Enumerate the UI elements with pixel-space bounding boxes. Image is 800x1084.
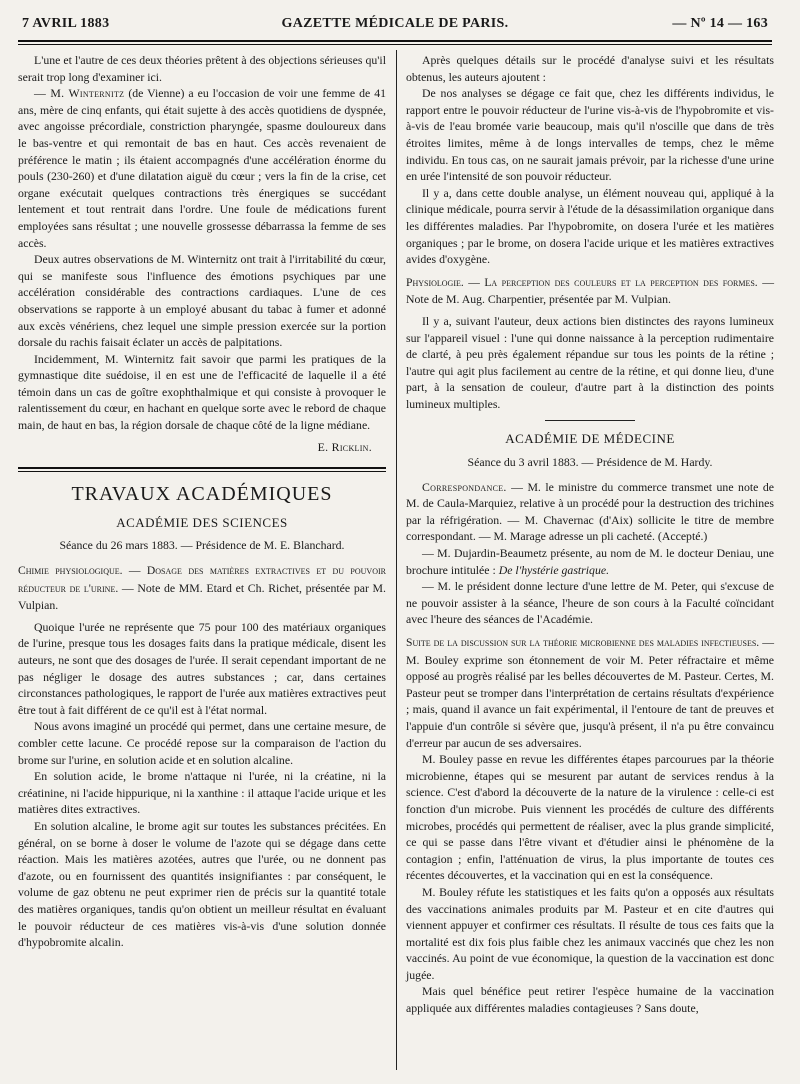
paragraph-text: — M. le ministre du commerce transmet une note de M. de Caula-Marquiez, relative à un procédé pour la destruction des trichines par la réfrigération. — M. Chavernac (d'Aix) sollicite le titre de membre correspondant. — M. Marage adresse un pli cacheté. (Accepté.): [406, 479, 774, 544]
section-title: TRAVAUX ACADÉMIQUES: [71, 483, 333, 506]
rubric-text: — M. Bouley exprime son étonnement de voir M. Peter réfractaire et même opposé au progrès réalisé par les belles découvertes de M. Pasteur. Certes, M. Pasteur peut se tromper dans l'interprétation de certains résultats d'expérience ; mais, quand il avance un fait expérimental, il l'entoure de tant de preuves et l'appuie d'un contrôle si sévère que, jusqu'à présent, il n'a pu être convaincu d'erreur par aucun de ses adversaires.: [406, 635, 774, 750]
paragraph: — M. le président donne lecture d'une lettre de M. Peter, qui s'excuse de ne pouvoir assister à la séance, l'heure de son cours à la Faculté coïncidant avec l'heure des séances de l'Académie.: [406, 579, 774, 627]
rubric-heading: Correspondance.: [422, 479, 507, 494]
issue-page-number: — Nº 14 — 163: [672, 16, 768, 31]
seance-line: Séance du 3 avril 1883. — Présidence de M. Hardy.: [467, 455, 713, 470]
rubric: [406, 274, 774, 308]
column-divider: [396, 50, 397, 1070]
paragraph-text: — M. Dujardin-Beaumetz présente, au nom de M. le docteur Deniau, une brochure intitulée :: [406, 546, 774, 577]
right-column: [406, 52, 774, 1017]
header-rule: [18, 40, 772, 42]
paragraph: Incidemment, M. Winternitz fait savoir que parmi les pratiques de la gymnastique dite suédoise, il en est une de l'efficacité de laquelle il a été témoin dans un cas de goître exophthalmique et qui consiste à provoquer le ralentissement du cœur, en hachant en quelque sorte avec le rebord de chaque main, de haut en bas, la région dorsale de chaque côté de la ligne médiane.: [18, 351, 386, 433]
signature: E. Ricklin.: [317, 439, 372, 454]
author-name: — M. Winternitz: [34, 86, 125, 101]
journal-title: GAZETTE MÉDICALE DE PARIS.: [281, 16, 509, 31]
brochure-title: De l'hystérie gastrique.: [498, 562, 610, 577]
issue-date: 7 AVRIL 1883: [22, 16, 110, 31]
paragraph: M. Bouley passe en revue les différentes étapes parcourues par la théorie microbienne, étapes qui se mesurent par autant de services rendus à la science. C'est d'abord la découverte de la nature de la virulence : celle-ci est fonction d'un microbe. Puis viennent les procédés de culture des différents microbes, procédés qui permettent de réaliser, avec la plus grande simplicité, ce qui se passe dans l'être vivant et d'étudier ainsi le phénomène de la contagion ; enfin, l'atténuation de virus, la plus importante de toutes ces récentes découvertes, et la vaccination qui en est la conséquence.: [406, 752, 774, 883]
paragraph: En solution alcaline, le brome agit sur toutes les substances précitées. En général, on se borne à doser le volume de l'azote qui se dégage dans cette réaction. Mais les matières azotées, autres que l'urée, ou ne donnent pas d'azote, ou en fournissent des quantités insignifiantes : par conséquent, le volume de gaz obtenu ne peut exprimer rien de précis sur la quantité totale des matières organiques, tandis qu'on obtient un meilleur résultat en évaluant le pouvoir réducteur de ces matières vis-à-vis d'une solution donnée d'hypobromite alcalin.: [18, 818, 386, 950]
paragraph: Deux autres observations de M. Winternitz ont trait à l'irritabilité du cœur, qui se manifeste sous l'influence des émotions psychiques par une accélération considérable des contractions cardiaques. L'une de ces observations se rapporte à un employé abusant du tabac à fumer et adonné aux excès vénériens, chez lequel une simple pression exercée sur la portion dorsale du rachis faisait éclater un accès de palpitations.: [18, 252, 386, 350]
paragraph: Quoique l'urée ne représente que 75 pour 100 des matériaux organiques de l'urine, presque tous les dosages faits dans la pratique médicale, disent les auteurs, ne sont que des dosages de l'urée. Il serait cependant important de ne pas négliger le dosage des autres substances ; car, dans certaines circonstances pathologiques, le rapport de l'urée aux matières extractives peut être tout à fait différent de ce qu'il est à l'état normal.: [18, 619, 386, 717]
rubric-heading: Chimie physiologique. — Dosage des matières extractives et du pouvoir réducteur de l'urine.: [18, 564, 386, 595]
rubric: [406, 634, 774, 751]
rubric-text: — Note de MM. Etard et Ch. Richet, présentée par M. Vulpian.: [18, 580, 386, 613]
section-rule: [18, 467, 386, 472]
left-column: [18, 52, 386, 951]
rubric-text: — Note de M. Aug. Charpentier, présentée par M. Vulpian.: [406, 274, 775, 307]
paragraph: M. Bouley réfute les statistiques et les faits qu'on a opposés aux résultats des vaccinations animales produits par M. Pasteur et en cite d'autres qui viennent appuyer et confirmer ces résultats. Il résulte de tous ces faits que la mortalité est dix fois plus faible chez les animaux vaccinés que chez les non vaccinés. Au point de vue économique, la question de la vaccination est donc jugée.: [406, 884, 774, 982]
paragraph: [406, 479, 774, 545]
paragraph: En solution acide, le brome n'attaque ni l'urée, ni la créatine, ni la créatinine, ni l'acide hippurique, ni la xanthine : il attaque l'acide urique et les matières dites extractives.: [18, 769, 386, 817]
seance-line: Séance du 26 mars 1883. — Présidence de M. E. Blanchard.: [59, 538, 345, 553]
rubric: [18, 562, 386, 614]
academy-title: ACADÉMIE DES SCIENCES: [116, 514, 288, 530]
page-header: [22, 14, 768, 36]
paragraph: Il y a, dans cette double analyse, un élément nouveau qui, appliqué à la clinique médicale, pourra servir à l'étude de la désassimilation organique dans les différentes maladies. Par l'hypobromite, on dosera l'urée et les matières organiques ; par le brome, on dosera l'acide urique et les matières extractives avides d'oxygène.: [406, 185, 774, 267]
section-separator: [545, 420, 635, 421]
paragraph-text: (de Vienne) a eu l'occasion de voir une femme de 41 ans, mère de cinq enfants, qui était sujette à des accès quotidiens de dyspnée, avec angoisse précordiale, constriction pharyngée, spasme douloureux dans le bas-ventre et qui remontait de bas en haut. Ces accès revenaient de préférence le matin ; ils étaient accompagnés d'une accélération énorme du pouls (230-260) et d'une dilatation aiguë du cœur ; vers la fin de la crise, cet organe exécutait quelques contractions très énergiques se succédant lentement et tout rentrait dans l'ordre. Une foule de médications furent employées sans résultat ; une nouvelle grossesse débarrassa la femme de ses accès.: [18, 86, 386, 250]
paragraph: Mais quel bénéfice peut retirer l'espèce humaine de la vaccination appliquée aux différentes maladies contagieuses ? Sans doute,: [406, 984, 774, 1016]
paragraph: [18, 85, 386, 251]
paragraph: [406, 545, 774, 578]
paragraph: Après quelques détails sur le procédé d'analyse suivi et les résultats obtenus, les auteurs ajoutent :: [406, 53, 774, 84]
rubric-heading: Suite de la discussion sur la théorie microbienne des maladies infectieuses.: [406, 636, 760, 649]
rubric-heading: Physiologie. — La perception des couleurs et la perception des formes.: [406, 275, 758, 289]
paragraph: De nos analyses se dégage ce fait que, chez les différents individus, le rapport entre le pouvoir réducteur de l'urine vis-à-vis de l'hypobromite et vis-à-vis de l'eau bromée varie beaucoup, mais qu'il n'oscille que dans de très étroites limites, même à de longs intervalles de temps, chez le même individu. En tous cas, on ne saurait jamais prévoir, par la richesse d'une urine en urée l'intensité de son pouvoir réducteur.: [406, 86, 774, 184]
academy-title: ACADÉMIE DE MÉDECINE: [505, 431, 675, 447]
paragraph: Nous avons imaginé un procédé qui permet, dans une certaine mesure, de combler cette lacune. Ce procédé repose sur la comparaison de l'action du brome sur l'urine, en solution acide et en solution alcaline.: [18, 719, 386, 767]
paragraph: Il y a, suivant l'auteur, deux actions bien distinctes des rayons lumineux sur l'appareil visuel : l'une qui donne naissance à la perception rudimentaire de clarté, à peu près également répandue sur tous les points de la rétine ; l'autre qui agit plus facilement au centre de la rétine, et qui donne lieu, d'une part, à la sensation de couleur, d'autre part à la distinction des points lumineux multiples.: [406, 313, 774, 411]
paragraph: L'une et l'autre de ces deux théories prêtent à des objections sérieuses qu'il serait trop long d'examiner ici.: [18, 53, 386, 84]
header-rule-thin: [18, 44, 772, 45]
